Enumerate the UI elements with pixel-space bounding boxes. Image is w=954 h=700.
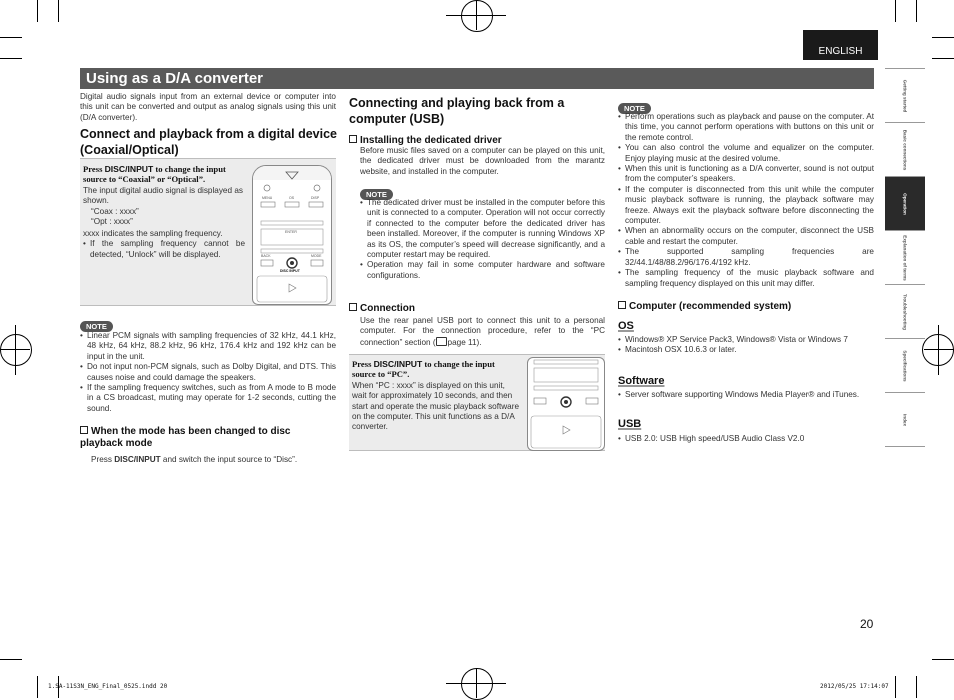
note-item: • You can also control the volume and equalizer on the computer. Enjoy playing music at the desired volume. (618, 143, 874, 164)
remote-disp-label: DISP (311, 196, 320, 200)
note-item: • Do not input non-PCM signals, such as Dolby Digital, and DTS. This causes noise and could damage the speakers. (80, 362, 336, 383)
instruction-text: The input digital audio signal is displayed as shown. (83, 185, 243, 206)
crop-mark (916, 676, 917, 698)
remote-back-label: BACK (261, 254, 271, 258)
crop-mark (932, 37, 954, 38)
registration-mark (0, 334, 32, 366)
mode-text: Press DISC/INPUT and switch the input source to “Disc”. (91, 455, 298, 464)
connection-text: Use the rear panel USB port to connect this unit to a personal computer. For the connection procedure, refer to the “PC connection” section ( page 11). (360, 316, 605, 347)
page-number: 20 (860, 617, 874, 631)
remote-control-illustration (252, 165, 332, 305)
crop-mark (895, 676, 896, 698)
software-item: • Server software supporting Windows Media Player® and iTunes. (618, 390, 874, 400)
remote-os-label: OS (289, 196, 295, 200)
install-text: Before music files saved on a computer can be played on this unit, the dedicated driver must be downloaded from the marantz website, and installed in the computer. (360, 146, 605, 176)
mode-heading: When the mode has been changed to disc playback mode (80, 426, 291, 449)
tab-troubleshooting[interactable]: Troubleshooting (885, 285, 925, 339)
note-list-3 (618, 112, 874, 289)
footer-date: 2012/05/25 17:14:07 (820, 683, 889, 690)
usb-heading: USB (618, 418, 642, 430)
language-tab (803, 30, 878, 60)
note-item: • Perform operations such as playback and pause on the computer. At this time, you cannot perform operations with buttons on this unit or the remote control. (618, 112, 874, 143)
note-item: • If the computer is disconnected from this unit while the computer music playback software is running, the playback software may freeze. Always exit the playback software before disconnecting the computer. (618, 185, 874, 227)
sampling-note: xxxx indicates the sampling frequency. (83, 229, 223, 238)
software-heading: Software (618, 375, 665, 387)
tab-specifications[interactable]: Specifications (885, 339, 925, 393)
connection-heading: Connection (349, 303, 605, 315)
crop-mark (916, 0, 917, 22)
crop-mark (58, 0, 59, 22)
remote-enter-label: ENTER (285, 230, 297, 234)
note-item: • When this unit is functioning as a D/A converter, sound is not output from the computer’s speakers. (618, 164, 874, 185)
instruction-heading: Press DISC/INPUT to change the input source to “Coaxial” or “Optical”. (83, 164, 226, 185)
unlock-note: • If the sampling frequency cannot be detected, “Unlock” will be displayed. (83, 239, 245, 260)
tab-explanation-of-terms[interactable]: Explanation of terms (885, 231, 925, 285)
remote-mode-label: MODE (311, 254, 322, 258)
page-reference[interactable]: page 11 (447, 337, 477, 347)
tab-getting-started[interactable]: Getting started (885, 69, 925, 123)
os-list (618, 335, 874, 356)
crop-mark (0, 58, 22, 59)
crop-mark (37, 0, 38, 22)
tab-index[interactable]: Index (885, 393, 925, 447)
note-item: • When an abnormality occurs on the computer, disconnect the USB cable and restart the computer. (618, 226, 874, 247)
usb-item: • USB 2.0: USB High speed/USB Audio Class V2.0 (618, 434, 874, 444)
note-list-1 (80, 331, 336, 414)
remote-disc-input-label: DISC INPUT (280, 269, 300, 273)
instruction-box-digital (80, 158, 336, 306)
install-heading: Installing the dedicated driver (349, 135, 605, 147)
page-title-bar (80, 68, 874, 89)
remote-menu-label: MENU (262, 196, 273, 200)
note-item: • Linear PCM signals with sampling frequencies of 32 kHz, 44.1 kHz, 48 kHz, 64 kHz, 88.2 kHz, 96 kHz, 176.4 kHz and 192 kHz can be input in the unit. (80, 331, 336, 362)
registration-mark (924, 349, 954, 350)
crop-mark (0, 659, 22, 660)
registration-mark (15, 325, 16, 375)
page-ref-icon (436, 337, 447, 346)
language-label: ENGLISH (818, 46, 863, 57)
crop-mark (932, 659, 954, 660)
page-title: Using as a D/A converter (86, 70, 264, 87)
usb-list (618, 434, 874, 444)
disc-input-key: DISC/INPUT (104, 164, 154, 174)
opt-display: “Opt : xxxx” (91, 217, 133, 227)
tab-operation[interactable]: Operation (885, 177, 925, 231)
registration-mark (476, 668, 477, 698)
software-list (618, 390, 874, 400)
note-item: • The supported sampling frequencies are 32/44.1/48/88.2/96/176.4/192 kHz. (618, 247, 874, 268)
registration-mark (476, 0, 477, 30)
registration-mark (461, 668, 493, 700)
footer-file: 1.SA-11S3N_ENG_Final_0525.indd 20 (48, 683, 168, 690)
intro-text: Digital audio signals input from an external device or computer into this unit can be converted and output as analog signals using this unit (D/A converter). (80, 92, 336, 122)
note-item: • Operation may fail in some computer hardware and software configurations. (360, 260, 605, 281)
instruction-heading-usb: Press DISC/INPUT to change the input source to “PC”. (352, 359, 495, 380)
chapter-tabs (885, 68, 925, 447)
os-heading: OS (618, 320, 634, 332)
instruction-box-usb (349, 354, 605, 451)
crop-mark (932, 58, 954, 59)
crop-mark (0, 37, 22, 38)
crop-mark (37, 676, 38, 698)
note-list-2 (360, 198, 605, 281)
note-item: • If the sampling frequency switches, such as from A mode to B mode in a CS broadcast, muting may operate for 1-2 seconds, cutting the sound. (80, 383, 336, 414)
os-item: • Macintosh OSX 10.6.3 or later. (618, 345, 874, 355)
note-badge-2: NOTE (360, 184, 393, 202)
section-heading-digital: Connect and playback from a digital device (Coaxial/Optical) (80, 127, 338, 157)
note-badge-3: NOTE (618, 98, 651, 116)
note-item: • The sampling frequency of the music playback software and sampling frequency displayed on this unit may differ. (618, 268, 874, 289)
crop-mark (895, 0, 896, 22)
note-item: • The dedicated driver must be installed in the computer before this unit is connected to a computer. Operation will not occur correctly if connected to the computer before the dedicated driver has been installed. Moreover, if the computer is running Windows XP as its OS, the computer’s speed will decrease significantly, and a computer restart may be required. (360, 198, 605, 260)
coax-display: “Coax : xxxx” (91, 206, 139, 216)
registration-mark (461, 0, 493, 32)
tab-basic-connections[interactable]: Basic connections (885, 123, 925, 177)
section-heading-usb: Connecting and playing back from a computer (USB) (349, 96, 565, 126)
remote-control-illustration-usb (527, 357, 605, 451)
instruction-text-usb: When “PC : xxxx” is displayed on this unit, wait for approximately 10 seconds, and then start and operate the music playback software on the computer. This unit functions as a D/A converter. (352, 380, 520, 432)
os-item: • Windows® XP Service Pack3, Windows® Vista or Windows 7 (618, 335, 874, 345)
registration-mark (938, 325, 939, 375)
requirements-heading: Computer (recommended system) (618, 301, 874, 313)
note-badge-1: NOTE (80, 316, 113, 334)
